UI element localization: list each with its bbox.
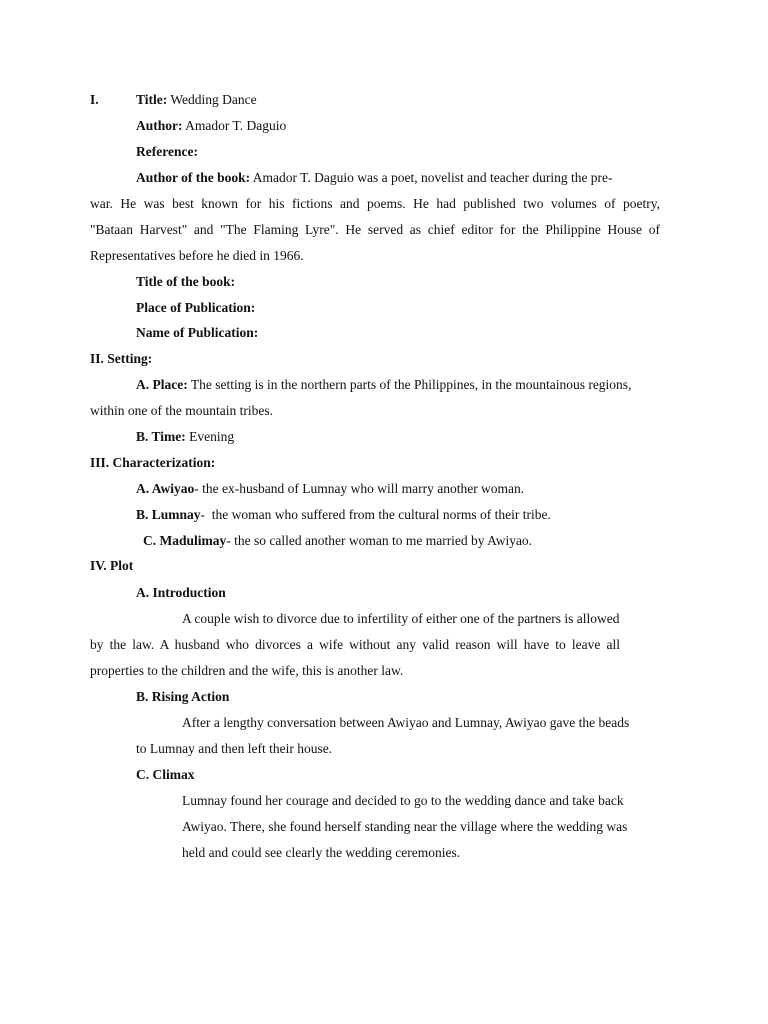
plot-introduction-line: properties to the children and the wife, this is another law. (90, 663, 404, 678)
character-item: C. Madulimay- the so called another woman to me married by Awiyao. (143, 533, 533, 548)
section-numeral: I. (90, 92, 99, 107)
author-book-row: Author of the book: Amador T. Daguio was a poet, novelist and teacher during the pre- (136, 170, 613, 185)
name-of-publication-row: Name of Publication: (136, 325, 259, 340)
author-book-line: Representatives before he died in 1966. (90, 248, 304, 263)
character-item: A. Awiyao- the ex-husband of Lumnay who will marry another woman. (136, 481, 525, 496)
reference-row: Reference: (136, 144, 198, 159)
plot-rising-action-label: B. Rising Action (136, 689, 230, 704)
author-book-line: war. He was best known for his fictions and poems. He had published two volumes of poetry, (90, 196, 660, 211)
plot-climax-line: held and could see clearly the wedding ceremonies. (182, 845, 461, 860)
setting-place-line: within one of the mountain tribes. (90, 403, 273, 418)
plot-climax-label: C. Climax (136, 767, 195, 782)
title-row: Title: Wedding Dance (136, 92, 257, 107)
characterization-heading: III. Characterization: (90, 455, 216, 470)
setting-heading: II. Setting: (90, 351, 153, 366)
character-item: B. Lumnay- the woman who suffered from the cultural norms of their tribe. (136, 507, 551, 522)
plot-introduction-line: A couple wish to divorce due to infertility of either one of the partners is allowed (182, 611, 620, 626)
setting-place-row: A. Place: The setting is in the northern parts of the Philippines, in the mountainous regions, (136, 377, 632, 392)
plot-rising-action-line: After a lengthy conversation between Awiyao and Lumnay, Awiyao gave the beads (182, 715, 630, 730)
plot-introduction-label: A. Introduction (136, 585, 226, 600)
plot-climax-line: Lumnay found her courage and decided to go to the wedding dance and take back (182, 793, 624, 808)
plot-climax-line: Awiyao. There, she found herself standing near the village where the wedding was (182, 819, 628, 834)
setting-time-row: B. Time: Evening (136, 429, 235, 444)
author-row: Author: Amador T. Daguio (136, 118, 287, 133)
plot-rising-action-line: to Lumnay and then left their house. (136, 741, 333, 756)
author-book-line: "Bataan Harvest" and "The Flaming Lyre". He served as chief editor for the Philippine House of (90, 222, 660, 237)
plot-heading: IV. Plot (90, 558, 134, 573)
title-of-book-row: Title of the book: (136, 274, 236, 289)
plot-introduction-line: by the law. A husband who divorces a wife without any valid reason will have to leave all (90, 637, 620, 652)
place-of-publication-row: Place of Publication: (136, 300, 256, 315)
